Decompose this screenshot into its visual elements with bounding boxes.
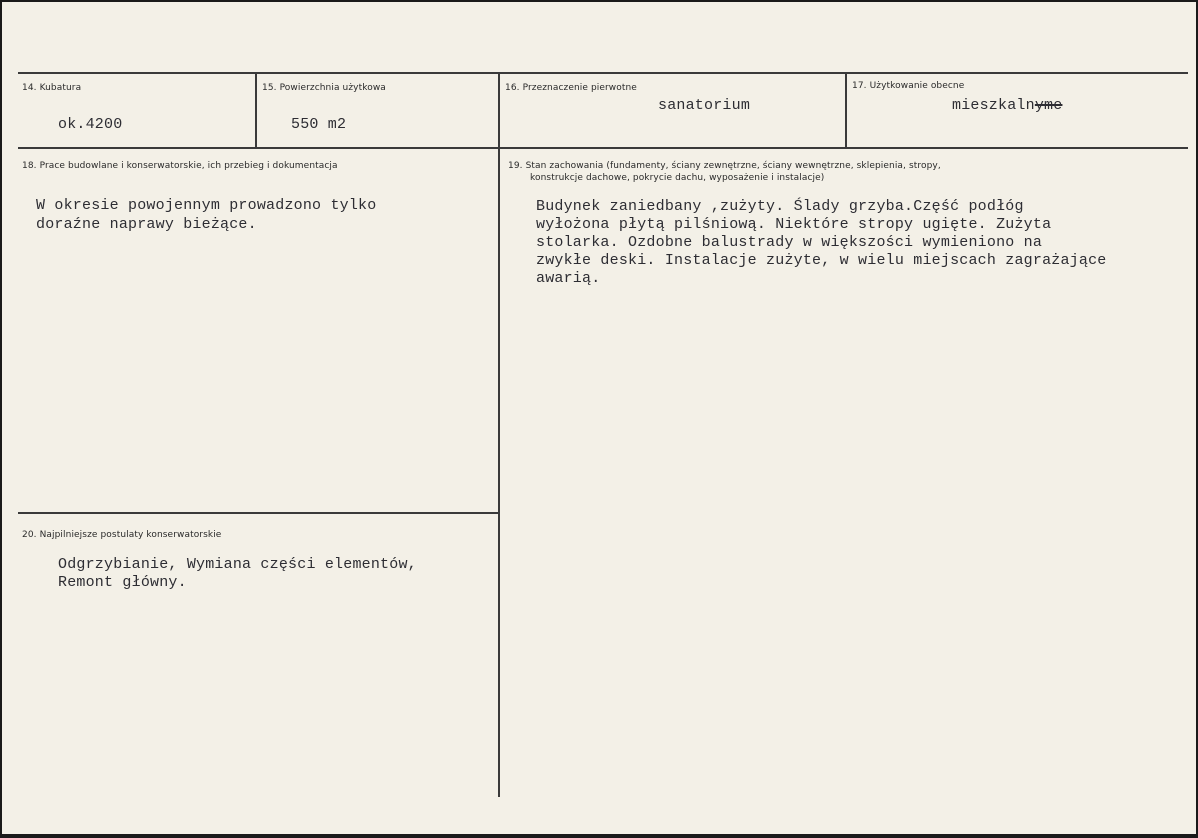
field-19-line-2: wyłożona płytą pilśniową. Niektóre stropy ugięte. Zużyta: [536, 216, 1052, 233]
field-20-label: 20. Najpilniejsze postulaty konserwatorskie: [22, 530, 222, 540]
field-18-line-2: doraźne naprawy bieżące.: [36, 216, 257, 233]
field-16-value: sanatorium: [658, 97, 751, 114]
field-17-value-text: mieszkaln: [952, 97, 1035, 114]
field-15-label: 15. Powierzchnia użytkowa: [262, 83, 386, 93]
field-17-label: 17. Użytkowanie obecne: [852, 81, 965, 91]
field-19-line-3: stolarka. Ozdobne balustrady w większości wymieniono na: [536, 234, 1043, 251]
field-20-line-2: Remont główny.: [58, 574, 187, 591]
field-17-value: [952, 96, 1062, 115]
field-19-line-1: Budynek zaniedbany ,zużyty. Ślady grzyba.Część podłóg: [536, 198, 1024, 215]
field-20-line-1: Odgrzybianie, Wymiana części elementów,: [58, 556, 417, 573]
field-15-value: 550 m2: [291, 116, 347, 133]
col-divider-3: [845, 73, 847, 148]
field-19-line-5: awarią.: [536, 270, 601, 287]
field-14-label: 14. Kubatura: [22, 83, 82, 93]
field-18-label: 18. Prace budowlane i konserwatorskie, ich przebieg i dokumentacja: [22, 161, 338, 171]
record-card: [2, 2, 1196, 834]
top-rule: [18, 72, 1188, 74]
section-divider: [18, 512, 500, 514]
field-19-line-4: zwykłe deski. Instalacje zużyte, w wielu miejscach zagrażające: [536, 252, 1107, 269]
col-divider-1: [255, 73, 257, 148]
field-19-label-line-2: konstrukcje dachowe, pokrycie dachu, wyposażenie i instalacje): [530, 173, 825, 183]
field-18-line-1: W okresie powojennym prowadzono tylko: [36, 197, 377, 214]
field-17-struck-text: yme: [1034, 97, 1063, 114]
row-divider: [18, 147, 1188, 149]
field-14-value: ok.4200: [58, 116, 123, 133]
col-divider-2: [498, 73, 500, 797]
field-19-label-line-1: 19. Stan zachowania (fundamenty, ściany zewnętrzne, ściany wewnętrzne, sklepienia, stropy,: [508, 161, 941, 171]
field-16-label: 16. Przeznaczenie pierwotne: [505, 83, 637, 93]
